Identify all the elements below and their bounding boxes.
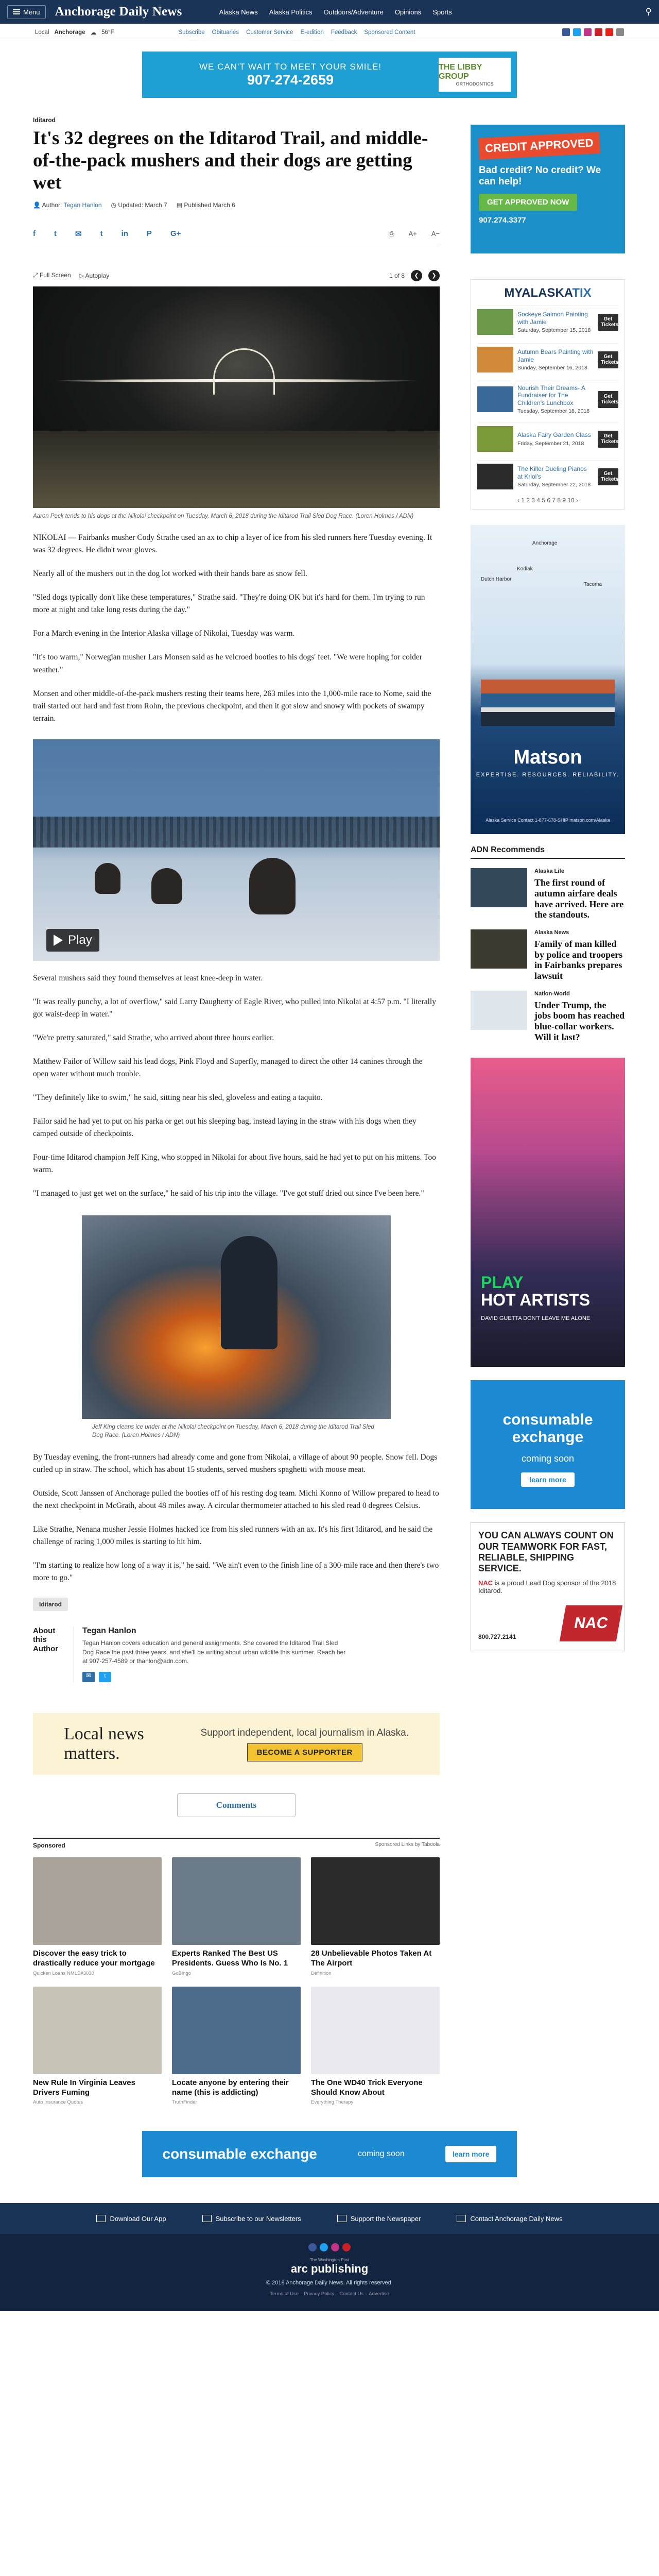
spotify-artist: DAVID GUETTA DON'T LEAVE ME ALONE — [481, 1315, 591, 1322]
facebook-icon[interactable] — [562, 28, 570, 36]
video-player[interactable] — [33, 739, 440, 961]
play-button[interactable] — [46, 929, 99, 952]
sponsored-card[interactable] — [172, 1857, 301, 1976]
sponsored-card[interactable] — [33, 1857, 162, 1976]
topic-tag[interactable]: Iditarod — [33, 1598, 68, 1611]
paragraph: "They definitely like to swim," he said, sitting near his sled, gloveless and eating a taquito. — [33, 1093, 323, 1102]
paragraph: Matthew Failor of Willow said his lead dogs, Pink Floyd and Superfly, managed to direct the other 14 canines through the open water without much trouble. — [33, 1057, 423, 1078]
arc-publishing-logo[interactable] — [0, 2258, 659, 2276]
primary-nav — [219, 8, 452, 16]
paragraph: Failor said he had yet to put on his parka or get out his sleeping bag, instead laying in the straw with his dogs when they camped outside of checkpoints. — [33, 1116, 417, 1138]
sponsored-title[interactable]: Experts Ranked The Best US Presidents. Guess Who Is No. 1 — [172, 1949, 288, 1968]
twitter-icon[interactable] — [573, 28, 581, 36]
play-label: Play — [68, 933, 92, 947]
support-link[interactable] — [337, 2215, 421, 2223]
instagram-icon[interactable] — [584, 28, 592, 36]
contact-us-link[interactable]: Contact Us — [339, 2291, 364, 2297]
spotify-line1: PLAY — [481, 1273, 524, 1292]
event-info — [517, 311, 594, 333]
paragraph: Nearly all of the mushers out in the dog lot worked with their hands bare as snow fell. — [33, 569, 307, 579]
googleplus-share-icon[interactable]: G+ — [170, 229, 181, 238]
matson-ad[interactable] — [471, 525, 625, 834]
font-decrease-button[interactable]: A− — [431, 229, 440, 238]
event-info — [517, 465, 594, 488]
social-links — [562, 28, 624, 36]
newsletters-label: Subscribe to our Newsletters — [215, 2214, 301, 2223]
email-icon[interactable] — [616, 28, 624, 36]
copyright: © 2018 Anchorage Daily News. All rights reserved. — [266, 2280, 393, 2286]
matson-footer: Alaska Service Contact 1-877-678-SHIP matson.com/Alaska — [485, 818, 610, 823]
sponsored-source: GoBingo — [172, 1970, 191, 1976]
inline-photo-caption: Jeff King cleans ice under at the Nikolai checkpoint on Tuesday, March 6, 2018 during the Iditarod Trail Sled Dog Race. (Loren Holmes / ADN) — [92, 1423, 374, 1439]
spotify-ad[interactable] — [471, 1058, 625, 1367]
event-thumbnail[interactable] — [477, 464, 513, 489]
calendar-icon: ▤ — [176, 201, 183, 209]
spotify-headline — [481, 1274, 590, 1309]
menu-button[interactable] — [7, 5, 46, 19]
event-name[interactable]: Alaska Fairy Garden Class — [517, 431, 591, 439]
map-label-kodiak: Kodiak — [517, 566, 533, 572]
sponsored-image[interactable] — [33, 1987, 162, 2074]
map-label-anchorage: Anchorage — [532, 540, 558, 547]
newsletters-link[interactable] — [202, 2215, 301, 2223]
sponsored-source: TruthFinder — [172, 2099, 197, 2106]
get-tickets-button[interactable]: Get Tickets — [598, 431, 618, 448]
sponsored-title[interactable]: Locate anyone by entering their name (this is addicting) — [172, 2078, 289, 2097]
sponsored-source: Everything Therapy — [311, 2099, 354, 2106]
author-name[interactable]: Tegan Hanlon — [82, 1626, 136, 1636]
legal-links — [0, 2291, 659, 2297]
nac-logo: NAC — [560, 1605, 622, 1641]
sponsored-card[interactable] — [311, 1857, 440, 1976]
recommends-title: ADN Recommends — [471, 845, 625, 859]
print-icon[interactable]: ⎙ — [389, 229, 394, 238]
recommended-image[interactable] — [471, 991, 527, 1030]
privacy-link[interactable]: Privacy Policy — [304, 2291, 335, 2297]
about-author-label: About this Author — [33, 1626, 74, 1682]
utility-links — [179, 29, 415, 36]
temperature: 56°F — [101, 29, 114, 36]
event-name[interactable]: Autumn Bears Painting with Jamie — [517, 348, 594, 363]
credit-headline: Bad credit? No credit? We can help! — [479, 165, 601, 187]
terms-link[interactable]: Terms of Use — [270, 2291, 299, 2297]
support-label: Support the Newspaper — [350, 2214, 421, 2223]
tix-logo-b: TIX — [572, 286, 592, 300]
photo-caption: Aaron Peck tends to his dogs at the Nikolai checkpoint on Tuesday, March 6, 2018 during the Iditarod Trail Sled Dog Race. (Loren Holmes / ADN) — [33, 513, 414, 519]
sponsored-header — [33, 1838, 440, 1849]
email-icon[interactable]: ✉ — [82, 1672, 95, 1682]
article-body-c — [33, 1451, 440, 1584]
sponsored-image[interactable] — [33, 1857, 162, 1945]
twitter-icon[interactable] — [320, 2243, 328, 2251]
matson-tagline: EXPERTISE. RESOURCES. RELIABILITY. — [476, 772, 620, 778]
event-date: Tuesday, September 18, 2018 — [517, 408, 590, 415]
recommended-title[interactable]: Under Trump, the jobs boom has reached blue-collar workers. Will it last? — [534, 999, 625, 1042]
recommended-title[interactable]: The first round of autumn airfare deals have arrived. Here are the standouts. — [534, 877, 624, 920]
arc-label: arc publishing — [290, 2262, 369, 2276]
share-bar — [33, 229, 440, 246]
get-tickets-button[interactable]: Get Tickets — [598, 314, 618, 331]
event-thumbnail[interactable] — [477, 426, 513, 452]
event-date: Saturday, September 15, 2018 — [517, 327, 591, 333]
consumable-sub: coming soon — [521, 1453, 575, 1464]
sponsored-label: Sponsored — [33, 1842, 65, 1850]
tree-line — [33, 817, 440, 848]
twitter-icon[interactable]: t — [99, 1672, 111, 1682]
pinterest-share-icon[interactable]: P — [146, 229, 152, 238]
feedback-link[interactable]: Feedback — [331, 29, 357, 36]
event-thumbnail[interactable] — [477, 309, 513, 335]
musher-figure — [221, 1236, 278, 1349]
sponsored-image[interactable] — [172, 1857, 301, 1945]
footer-links — [0, 2203, 659, 2234]
event-list — [477, 306, 618, 493]
sled-dog — [95, 863, 120, 894]
event-row[interactable] — [477, 460, 618, 493]
advertise-link[interactable]: Advertise — [369, 2291, 389, 2297]
paragraph: NIKOLAI — Fairbanks musher Cody Strathe used an ax to chip a layer of ice from his sled runners here Tuesday evening. It was 32 degrees. He didn't wear gloves. — [33, 533, 432, 555]
author-label: Author: — [42, 201, 62, 209]
tix-logo-a: MYALASKA — [504, 286, 573, 300]
credit-badge: CREDIT APPROVED — [478, 132, 600, 160]
chat-icon — [457, 2215, 466, 2222]
paragraph: Several mushers said they found themselves at least knee-deep in water. — [33, 973, 263, 982]
learn-more-button[interactable]: learn more — [521, 1472, 575, 1487]
autoplay-label: Autoplay — [85, 272, 110, 279]
event-thumbnail[interactable] — [477, 347, 513, 372]
sponsored-source: Quicken Loans NMLS#3030 — [33, 1970, 94, 1976]
fullscreen-label: Full Screen — [39, 272, 71, 279]
support-headline: Local news matters. — [64, 1724, 144, 1764]
customer-service-link[interactable]: Customer Service — [246, 29, 293, 36]
play-icon — [54, 935, 63, 946]
facebook-icon[interactable] — [308, 2243, 317, 2251]
author-bio: Tegan Hanlon covers education and general assignments. She covered the Iditarod Trail Sled Dog Race the past three years, and she'll be writing about urban wildlife this summer. Reach her at 907-257-4589 or thanlon@adn.com. — [82, 1639, 346, 1665]
snow-ground — [33, 431, 440, 508]
bottom-banner-ad[interactable] — [142, 2131, 517, 2177]
email-share-icon[interactable]: ✉ — [75, 229, 82, 239]
sub-bar — [0, 24, 659, 41]
map-label-tacoma: Tacoma — [584, 582, 602, 588]
footer — [0, 2234, 659, 2311]
paragraph: Monsen and other middle-of-the-pack mushers resting their teams here, 263 miles into the 1,000-mile race to Nome, said the trail started out hard and fast from Rohn, the previous checkpoint, and then it got slow and snowy with pockets of swampy terrain. — [33, 689, 431, 723]
autoplay-button[interactable]: ▷ Autoplay — [79, 272, 110, 279]
subscribe-link[interactable]: Subscribe — [178, 29, 205, 36]
gallery-photo[interactable] — [33, 286, 440, 508]
sponsored-content-link[interactable]: Sponsored Content — [364, 29, 415, 36]
event-row[interactable] — [477, 343, 618, 376]
event-pager[interactable]: ‹ 1 2 3 4 5 6 7 8 9 10 › — [517, 497, 579, 504]
article-kicker[interactable]: Iditarod — [33, 116, 56, 124]
consumable-ad[interactable] — [471, 1380, 625, 1509]
updated-text: Updated: March 7 — [118, 201, 167, 209]
paragraph: Four-time Iditarod champion Jeff King, who stopped in Nikolai for about five hours, said he had yet to put on his mittens. Too warm. — [33, 1153, 436, 1174]
download-app-link[interactable] — [96, 2215, 166, 2223]
top-banner-ad[interactable] — [142, 52, 517, 98]
headlamp-arc — [213, 348, 275, 395]
gallery-counter: 1 of 8 — [389, 272, 405, 279]
recommended-story[interactable] — [471, 868, 625, 920]
sponsored-source: Definition — [311, 1970, 332, 1976]
paragraph: "We're pretty saturated," said Strathe, who arrived about three hours earlier. — [33, 1033, 274, 1042]
event-info — [517, 348, 594, 371]
content-wrapper — [33, 107, 626, 2105]
recommended-title[interactable]: Family of man killed by police and troopers in Fairbanks prepares lawsuit — [534, 938, 623, 981]
download-app-label: Download Our App — [110, 2214, 166, 2223]
byline — [33, 201, 440, 209]
about-author — [33, 1626, 440, 1682]
sponsored-image[interactable] — [311, 1857, 440, 1945]
get-approved-button[interactable]: GET APPROVED NOW — [479, 194, 577, 211]
sponsored-card[interactable] — [33, 1987, 162, 2106]
arc-small: The Washington Post — [309, 2258, 350, 2263]
consumable-logo: consumable exchange — [502, 1411, 593, 1446]
contact-link[interactable] — [457, 2215, 562, 2223]
tumblr-share-icon[interactable]: t — [100, 229, 103, 238]
gallery-controls — [33, 270, 440, 281]
container-ship — [481, 680, 615, 726]
local-label: Local — [35, 29, 49, 36]
pinterest-icon[interactable] — [342, 2243, 351, 2251]
recommended-image[interactable] — [471, 868, 527, 907]
paragraph: For a March evening in the Interior Alaska village of Nikolai, Tuesday was warm. — [33, 629, 295, 638]
event-row[interactable] — [477, 306, 618, 338]
support-text: Support independent, local journalism in Alaska. — [200, 1727, 409, 1739]
sponsored-image[interactable] — [311, 1987, 440, 2074]
youtube-icon[interactable] — [605, 28, 613, 36]
article-body-a — [33, 532, 440, 724]
nav-link-outdoors[interactable]: Outdoors/Adventure — [323, 8, 384, 16]
menu-label: Menu — [23, 8, 40, 16]
contact-label: Contact Anchorage Daily News — [470, 2214, 563, 2223]
right-rail — [471, 107, 625, 2105]
inline-photo[interactable] — [82, 1215, 391, 1419]
get-tickets-button[interactable]: Get Tickets — [598, 351, 618, 368]
nav-link-alaska-politics[interactable]: Alaska Politics — [269, 8, 313, 16]
pinterest-icon[interactable] — [595, 28, 602, 36]
article-column — [33, 107, 440, 2105]
event-name[interactable]: The Killer Dueling Pianos at Kriol's — [517, 465, 587, 480]
paragraph: "It's too warm," Norwegian musher Lars Monsen said as he velcroed booties to his dogs' feet. "We were hoping for colder weather." — [33, 653, 422, 674]
ad-brand: THE LIBBY GROUP — [439, 63, 482, 81]
nac-ad[interactable] — [471, 1522, 625, 1651]
nac-sub-brand: NAC — [478, 1579, 493, 1587]
recommended-text — [534, 929, 625, 981]
credit-phone: 907.274.3377 — [479, 216, 526, 225]
updated-date — [111, 201, 167, 209]
myalaskatix-logo[interactable] — [477, 286, 618, 300]
chevron-left-icon[interactable]: ❮ — [411, 270, 422, 281]
bottom-ad-logo: consumable exchange — [162, 2146, 317, 2162]
sponsored-grid — [33, 1857, 440, 2105]
recommended-text — [534, 868, 625, 920]
paragraph: Like Strathe, Nenana musher Jessie Holmes hacked ice from his sled runners with an ax. It's his first Iditarod, and he said the challenge of racing 1,000 miles is starting to hit him. — [33, 1525, 433, 1547]
instagram-icon[interactable] — [331, 2243, 339, 2251]
nac-headline: YOU CAN ALWAYS COUNT ON OUR TEAMWORK FOR FAST, RELIABLE, SHIPPING SERVICE. — [478, 1530, 614, 1574]
recommended-section[interactable]: Nation-World — [534, 990, 570, 997]
paragraph: By Tuesday evening, the front-runners had already come and gone from Nikolai, a village of about 90 people. Snow fell. Dogs curled up in straw. The school, which has about 15 students, served mushers spaghetti with moose meat. — [33, 1453, 438, 1475]
gallery-pager — [389, 270, 440, 281]
event-date: Saturday, September 22, 2018 — [517, 482, 591, 488]
credit-ad[interactable] — [471, 125, 625, 253]
sponsored-title[interactable]: The One WD40 Trick Everyone Should Know About — [311, 2078, 423, 2097]
support-pitch — [200, 1727, 409, 1761]
nav-link-opinions[interactable]: Opinions — [394, 8, 422, 16]
paragraph: "It was really punchy, a lot of overflow," said Larry Daugherty of Eagle River, who pulled into Nikolai at 4:57 p.m. "I literally got waist-deep in water." — [33, 997, 436, 1019]
sponsored-title[interactable]: New Rule In Virginia Leaves Drivers Fuming — [33, 2078, 135, 2097]
masthead-logo[interactable]: Anchorage Daily News — [55, 5, 182, 19]
map-label-dutch-harbor: Dutch Harbor — [481, 577, 512, 583]
myalaskatix-widget — [471, 279, 625, 510]
bottom-ad-button[interactable]: learn more — [445, 2146, 497, 2162]
recommended-section[interactable]: Alaska News — [534, 929, 569, 936]
howling-dog — [249, 858, 296, 914]
person-icon: 👤 — [33, 201, 41, 209]
author-link[interactable]: Tegan Hanlon — [63, 201, 102, 209]
article-tools — [389, 230, 440, 238]
event-row[interactable] — [477, 381, 618, 417]
paragraph: Outside, Scott Janssen of Anchorage pulled the booties off of his resting dog team. Michi Konno of Willow prepared to head to the next checkpoint in McGrath, about 48 miles away. A circular thermometer attached to his sled read 0 degrees Celsius. — [33, 1489, 439, 1511]
published-date — [177, 201, 235, 209]
recommended-section[interactable]: Alaska Life — [534, 868, 565, 875]
nav-link-sports[interactable]: Sports — [432, 8, 452, 16]
obituaries-link[interactable]: Obituaries — [212, 29, 239, 36]
nac-phone: 800.727.2141 — [478, 1633, 516, 1641]
ad-phone: 907-274-2659 — [247, 72, 334, 88]
recommended-story[interactable] — [471, 929, 625, 981]
hamburger-icon — [13, 9, 20, 14]
sponsored-image[interactable] — [172, 1987, 301, 2074]
bottom-ad-sub: coming soon — [358, 2149, 405, 2159]
article-headline: It's 32 degrees on the Iditarod Trail, and middle-of-the-pack mushers and their dogs are getting wet — [33, 128, 428, 193]
nac-sub-text: is a proud Lead Dog sponsor of the 2018 Iditarod. — [478, 1579, 616, 1595]
spotify-line2: HOT ARTISTS — [481, 1291, 591, 1310]
event-info — [517, 384, 594, 414]
top-nav — [0, 0, 659, 24]
search-icon[interactable]: ⚲ — [645, 7, 652, 16]
get-tickets-button[interactable]: Get Tickets — [598, 468, 618, 485]
envelope-icon — [202, 2215, 212, 2222]
e-edition-link[interactable]: E-edition — [300, 29, 324, 36]
recommended-story[interactable] — [471, 991, 625, 1043]
paragraph: "I managed to just get wet on the surface," he said of his trip into the village. "I've got stuff dried out since I've been here." — [33, 1189, 424, 1198]
cloud-icon: ☁ — [90, 29, 97, 36]
event-thumbnail[interactable] — [477, 386, 513, 412]
author-contact — [82, 1672, 350, 1682]
phone-icon — [96, 2215, 106, 2222]
ad-logo — [439, 58, 511, 92]
matson-logo: Matson — [513, 747, 582, 769]
article-body-b — [33, 972, 440, 1200]
event-info — [517, 431, 594, 446]
weather-widget[interactable] — [35, 29, 114, 36]
heart-icon — [337, 2215, 346, 2222]
sponsored-source: Auto Insurance Quotes — [33, 2099, 83, 2106]
linkedin-share-icon[interactable]: in — [121, 229, 128, 238]
recommended-text — [534, 991, 625, 1043]
event-date: Friday, September 21, 2018 — [517, 440, 584, 447]
comments-button[interactable]: Comments — [177, 1793, 296, 1817]
become-supporter-button[interactable]: BECOME A SUPPORTER — [247, 1743, 362, 1761]
support-banner — [33, 1713, 440, 1775]
matson-branding — [471, 747, 625, 778]
footer-social — [0, 2243, 659, 2251]
event-row[interactable] — [477, 422, 618, 455]
clock-icon: ◷ — [111, 201, 116, 209]
sled-dog — [151, 868, 182, 904]
chevron-right-icon[interactable]: ❯ — [428, 270, 440, 281]
event-name[interactable]: Sockeye Salmon Painting with Jamie — [517, 311, 588, 326]
event-name[interactable]: Nourish Their Dreams- A Fundraiser for The Children's Lunchbox — [517, 384, 585, 406]
published-text: Published March 6 — [184, 201, 235, 209]
event-date: Sunday, September 16, 2018 — [517, 364, 587, 371]
recommends-list — [471, 868, 625, 1042]
ad-brand-sub: ORTHODONTICS — [456, 81, 494, 87]
ad-tagline: WE CAN'T WAIT TO MEET YOUR SMILE! — [199, 61, 381, 72]
paragraph: "Sled dogs typically don't like these temperatures," Strathe said. "They're doing OK but it's hard for them. I'm trying to run more at night and take long rests during the day." — [33, 593, 425, 615]
sponsored-title[interactable]: Discover the easy trick to drastically reduce your mortgage — [33, 1949, 155, 1968]
sponsored-card[interactable] — [172, 1987, 301, 2106]
sponsored-title[interactable]: 28 Unbelievable Photos Taken At The Airport — [311, 1949, 432, 1968]
font-increase-button[interactable]: A+ — [408, 229, 417, 238]
city-label: Anchorage — [54, 29, 85, 36]
nav-link-alaska-news[interactable]: Alaska News — [219, 8, 258, 16]
share-icons — [33, 229, 181, 239]
paragraph: "I'm starting to realize how long of a way it is," he said. "We ain't even to the finish line of a 300-mile race and then there's two more to go." — [33, 1561, 439, 1583]
taboola-label[interactable]: Sponsored Links by Taboola — [375, 1842, 440, 1848]
nac-sub — [478, 1579, 617, 1595]
recommended-image[interactable] — [471, 929, 527, 969]
get-tickets-button[interactable]: Get Tickets — [598, 391, 618, 408]
author-byline — [33, 201, 102, 209]
twitter-share-icon[interactable]: t — [54, 229, 57, 238]
facebook-share-icon[interactable]: f — [33, 229, 36, 238]
fullscreen-button[interactable]: ⤢ Full Screen — [33, 272, 71, 279]
sponsored-card[interactable] — [311, 1987, 440, 2106]
